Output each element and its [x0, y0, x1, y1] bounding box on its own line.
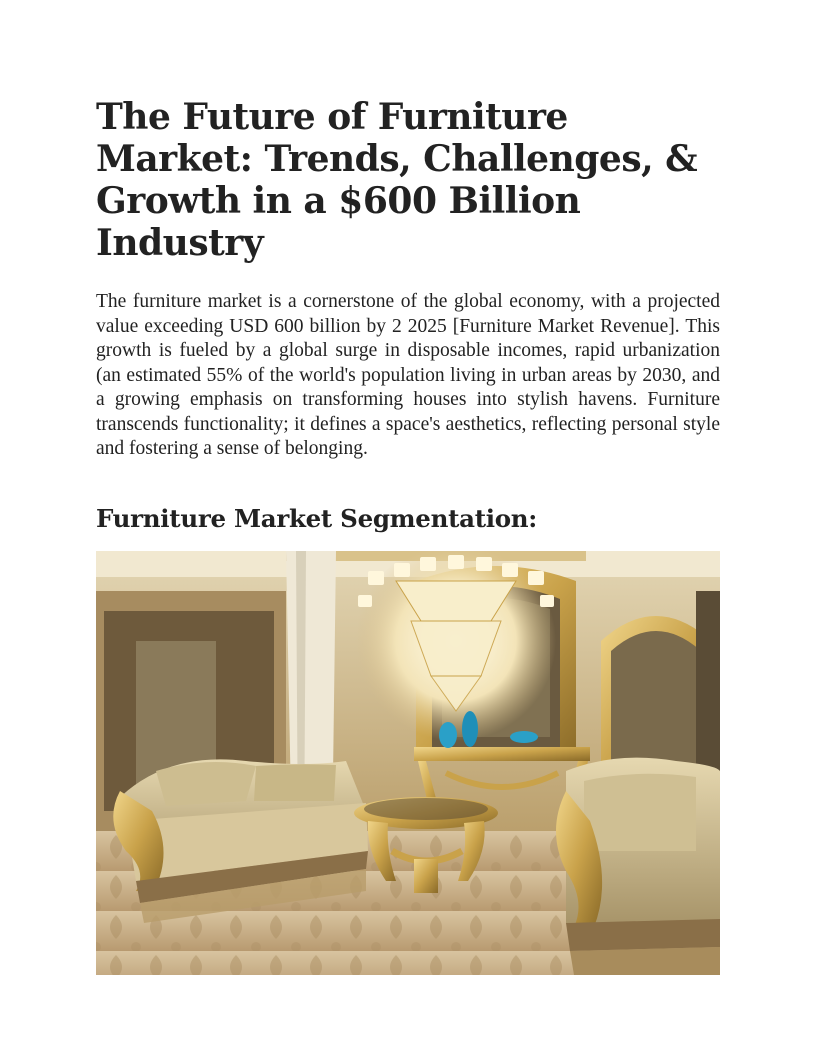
section-heading: Furniture Market Segmentation:	[96, 503, 538, 533]
document-page	[96, 96, 720, 975]
article-title: The Future of Furniture Market: Trends, Challenges, & Growth in a $600 Billion Industry	[96, 96, 698, 264]
intro-paragraph: The furniture market is a cornerstone of the global economy, with a projected value exceeding USD 600 billion by 2 2025 [Furniture Market Revenue]. This growth is fueled by a global surge in disposable incomes, rapid urbanization (an estimated 55% of the world's population living in urban areas by 2030, and a growing emphasis on transforming houses into stylish havens. Furniture transcends functionality; it defines a space's aesthetics, reflecting personal style and fostering a sense of belonging.	[96, 291, 720, 459]
furniture-showroom-photo	[96, 551, 720, 975]
